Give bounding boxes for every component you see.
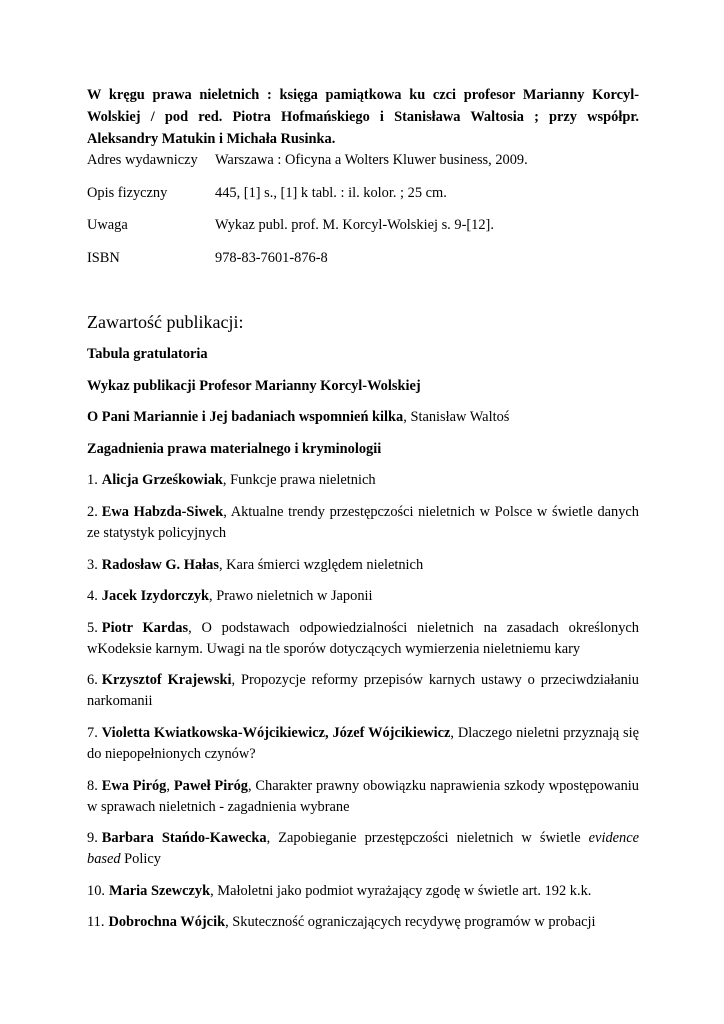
entry-title: O Pani Mariannie i Jej badaniach wspomnień kilka — [87, 409, 404, 426]
contents-entry — [87, 502, 639, 544]
entry-title: , O podstawach odpowiedzialności nieletnich na zasadach określonych wKodeksie karnym. Uwagi na tle sporów dotyczących wymierzenia nieletniemu kary — [87, 619, 639, 657]
contents-entry — [87, 586, 639, 607]
contents-entry — [87, 828, 639, 870]
entry-number: 1. — [87, 472, 98, 489]
entry-authors: Alicja Grześkowiak — [101, 472, 223, 489]
entry-title-italic: evidence based — [87, 830, 639, 868]
entry-number: 7. — [87, 724, 98, 741]
contents-group-title: Zagadnienia prawa materialnego i kryminologii — [87, 440, 382, 457]
contents-group-title: Tabula gratulatoria — [87, 346, 208, 362]
entry-author: Stanisław Waltoś — [410, 409, 510, 426]
entry-title: , Skuteczność ograniczających recydywę programów w probacji — [225, 914, 596, 931]
contents-entry — [87, 670, 639, 712]
field-row-publisher — [87, 152, 639, 185]
entry-number: 10. — [87, 882, 105, 899]
entry-number: 8. — [87, 777, 98, 794]
field-value: Warszawa : Oficyna a Wolters Kluwer business, 2009. — [215, 152, 528, 168]
contents-entry — [87, 470, 639, 491]
entry-authors: Piotr Kardas — [101, 619, 189, 636]
entry-number: 9. — [87, 830, 98, 847]
contents-list — [87, 344, 639, 944]
field-row-note — [87, 217, 639, 250]
entry-title: , Małoletni jako podmiot wyrażający zgodę w świetle art. 192 k.k. — [210, 882, 592, 899]
entry-number: 5. — [87, 619, 98, 636]
field-label: Uwaga — [87, 217, 128, 233]
field-value: 978-83-7601-876-8 — [215, 249, 328, 266]
contents-entry — [87, 555, 639, 576]
entry-number: 3. — [87, 556, 98, 573]
entry-title: , Dlaczego nieletni przyznają się do niepopełnionych czynów? — [87, 724, 639, 762]
entry-title: , Aktualne trendy przestępczości nieletnich w Polsce w świetle danych ze statystyk policyjnych — [87, 503, 640, 541]
entry-author: Ewa Piróg — [101, 777, 167, 794]
contents-group-title: Wykaz publikacji Profesor Marianny Korcyl-Wolskiej — [87, 377, 421, 394]
entry-authors: Krzysztof Krajewski — [101, 672, 232, 689]
entry-authors: Dobrochna Wójcik — [108, 914, 226, 931]
entry-separator: , — [403, 409, 411, 426]
contents-entry — [87, 776, 639, 818]
contents-heading: Zawartość publikacji: — [87, 312, 244, 332]
field-row-physical-description — [87, 185, 639, 218]
record-fields — [87, 152, 639, 282]
entry-title: , Kara śmierci względem nieletnich — [218, 556, 424, 573]
entry-author: Paweł Piróg — [173, 777, 248, 794]
entry-number: 6. — [87, 672, 98, 689]
contents-entry — [87, 618, 639, 660]
entry-author-separator: , — [166, 777, 174, 794]
entry-authors: Radosław G. Hałas — [101, 556, 219, 573]
entry-number: 2. — [87, 503, 98, 520]
entry-authors: Maria Szewczyk — [109, 882, 211, 899]
field-label: Adres wydawniczy — [87, 152, 198, 168]
entry-number: 4. — [87, 588, 98, 605]
entry-title: , Prawo nieletnich w Japonii — [209, 588, 373, 605]
entry-authors: Barbara Stańdo-Kawecka — [101, 830, 267, 847]
contents-entry — [87, 723, 639, 765]
entry-authors: Jacek Izydorczyk — [101, 588, 210, 605]
field-label: ISBN — [87, 249, 120, 266]
entry-title: , Zapobieganie przestępczości nieletnich w świetle — [266, 830, 589, 847]
entry-authors: Violetta Kwiatkowska-Wójcikiewicz, Józef Wójcikiewicz — [101, 724, 451, 741]
field-row-isbn — [87, 250, 639, 283]
entry-title: , Propozycje reformy przepisów karnych ustawy o przeciwdziałaniu narkomanii — [87, 672, 639, 710]
contents-entry-memoir — [87, 407, 639, 428]
contents-entry — [87, 912, 639, 933]
entry-title-end: Policy — [120, 851, 161, 868]
field-value: 445, [1] s., [1] k tabl. : il. kolor. ; 25 cm. — [215, 184, 447, 201]
field-label: Opis fizyczny — [87, 184, 168, 201]
entry-title: , Funkcje prawa nieletnich — [222, 472, 376, 489]
record-title: W kręgu prawa nieletnich : księga pamiątkowa ku czci profesor Marianny Korcyl-Wolskiej / pod red. Piotra Hofmańskiego i Stanisława Waltosia ; przy współpr. Aleksandry Matukin i Michała Rusinka. — [87, 87, 639, 147]
contents-entry — [87, 881, 639, 902]
field-value: Wykaz publ. prof. M. Korcyl-Wolskiej s. 9-[12]. — [215, 217, 494, 233]
entry-number: 11. — [87, 914, 105, 931]
entry-title: , Charakter prawny obowiązku naprawienia szkody wpostępowaniu w sprawach nieletnich - zagadnienia wybrane — [87, 777, 640, 815]
entry-authors: Ewa Habzda-Siwek — [101, 503, 224, 520]
